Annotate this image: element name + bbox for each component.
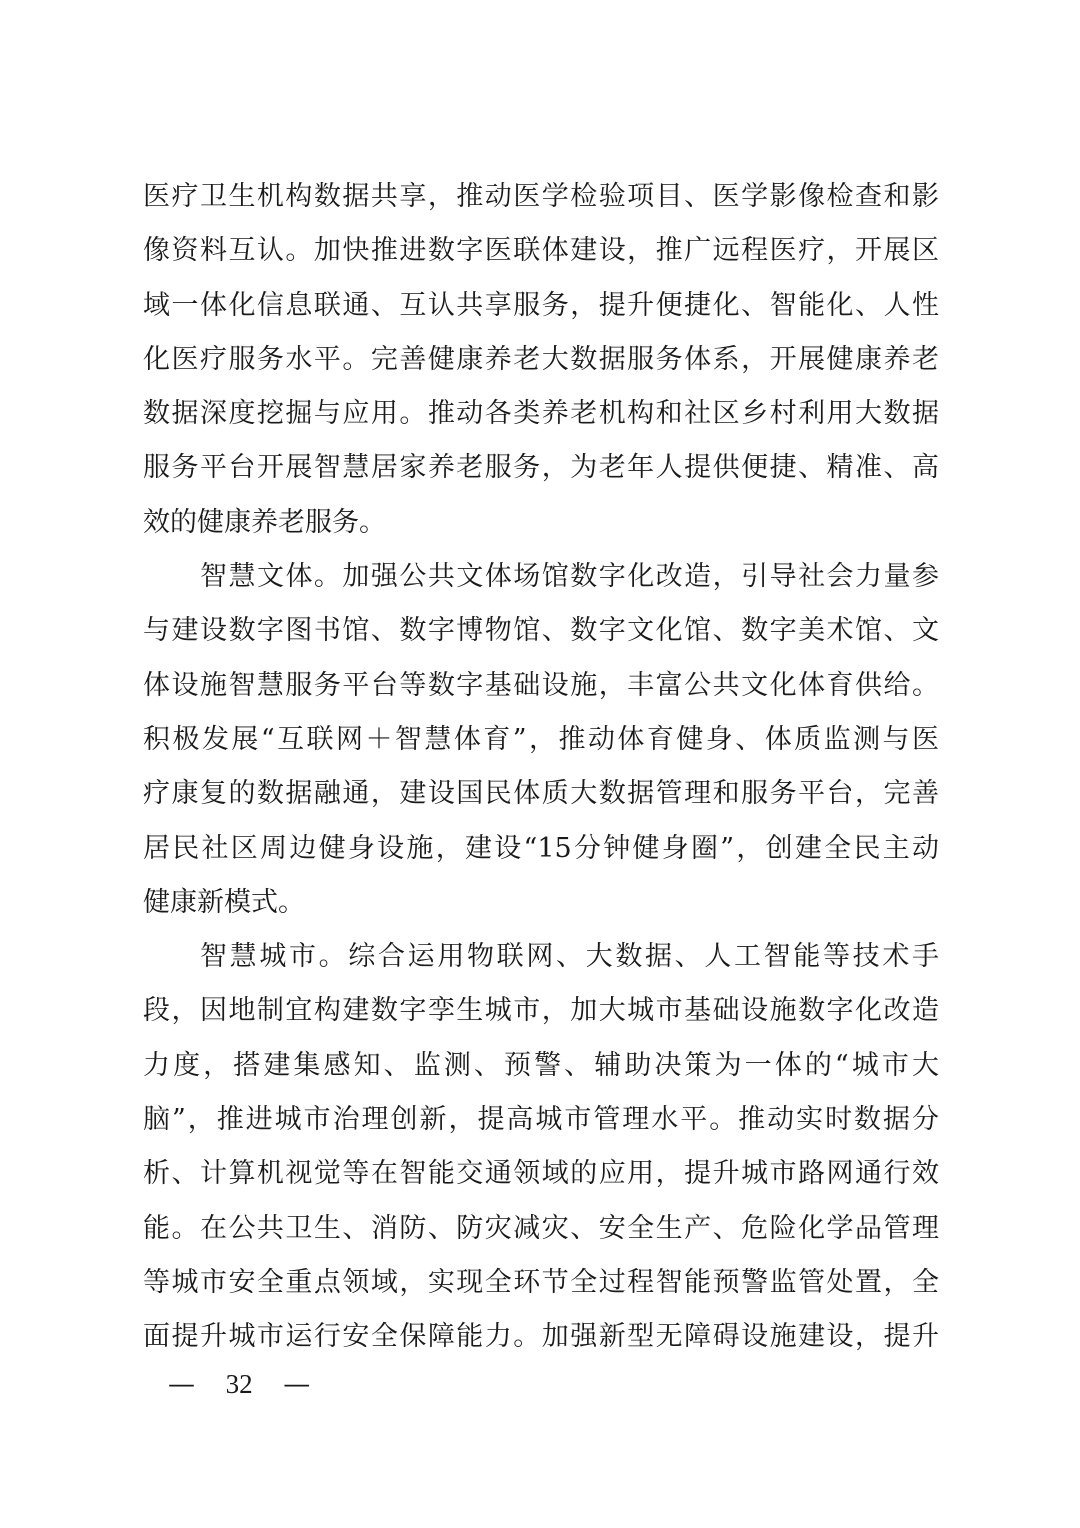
paragraph-start-line: 智慧城市。综合运用物联网、大数据、人工智能等技术手 <box>200 941 939 973</box>
page-footer <box>168 1364 310 1404</box>
text-line: 体设施智慧服务平台等数字基础设施，丰富公共文化体育供给。 <box>143 669 939 701</box>
text-line: 段，因地制宜构建数字孪生城市，加大城市基础设施数字化改造 <box>143 995 939 1027</box>
text-line: 域一体化信息联通、互认共享服务，提升便捷化、智能化、人性 <box>143 289 939 321</box>
body-text <box>143 170 939 1365</box>
text-line: 与建设数字图书馆、数字博物馆、数字文化馆、数字美术馆、文 <box>143 615 939 647</box>
text-line: 效的健康养老服务。 <box>143 506 386 538</box>
text-line: 等城市安全重点领域，实现全环节全过程智能预警监管处置，全 <box>143 1266 939 1298</box>
text-line: 像资料互认。加快推进数字医联体建设，推广远程医疗，开展区 <box>143 235 939 267</box>
text-line: 面提升城市运行安全保障能力。加强新型无障碍设施建设，提升 <box>143 1321 939 1353</box>
text-line: 居民社区周边健身设施，建设“15分钟健身圈”，创建全民主动 <box>143 832 939 864</box>
text-line: 化医疗服务水平。完善健康养老大数据服务体系，开展健康养老 <box>143 343 939 375</box>
text-line: 医疗卫生机构数据共享，推动医学检验项目、医学影像检查和影 <box>143 181 939 212</box>
footer-dash-left: — <box>168 1369 195 1400</box>
text-line: 疗康复的数据融通，建设国民体质大数据管理和服务平台，完善 <box>143 778 939 810</box>
page-number: 32 <box>225 1369 253 1399</box>
text-line: 力度，搭建集感知、监测、预警、辅助决策为一体的“城市大 <box>143 1049 939 1081</box>
paragraph-start-line: 智慧文体。加强公共文体场馆数字化改造，引导社会力量参 <box>200 561 939 593</box>
text-line: 脑”，推进城市治理创新，提高城市管理水平。推动实时数据分 <box>143 1104 939 1136</box>
footer-dash-right: — <box>283 1369 311 1400</box>
text-line: 数据深度挖掘与应用。推动各类养老机构和社区乡村利用大数据 <box>143 398 939 430</box>
text-line: 积极发展“互联网＋智慧体育”，推动体育健身、体质监测与医 <box>143 723 939 755</box>
text-line: 析、计算机视觉等在智能交通领域的应用，提升城市路网通行效 <box>143 1158 939 1190</box>
text-line: 服务平台开展智慧居家养老服务，为老年人提供便捷、精准、高 <box>143 452 939 484</box>
text-line: 能。在公共卫生、消防、防灾减灾、安全生产、危险化学品管理 <box>143 1212 939 1244</box>
text-line: 健康新模式。 <box>143 886 305 918</box>
